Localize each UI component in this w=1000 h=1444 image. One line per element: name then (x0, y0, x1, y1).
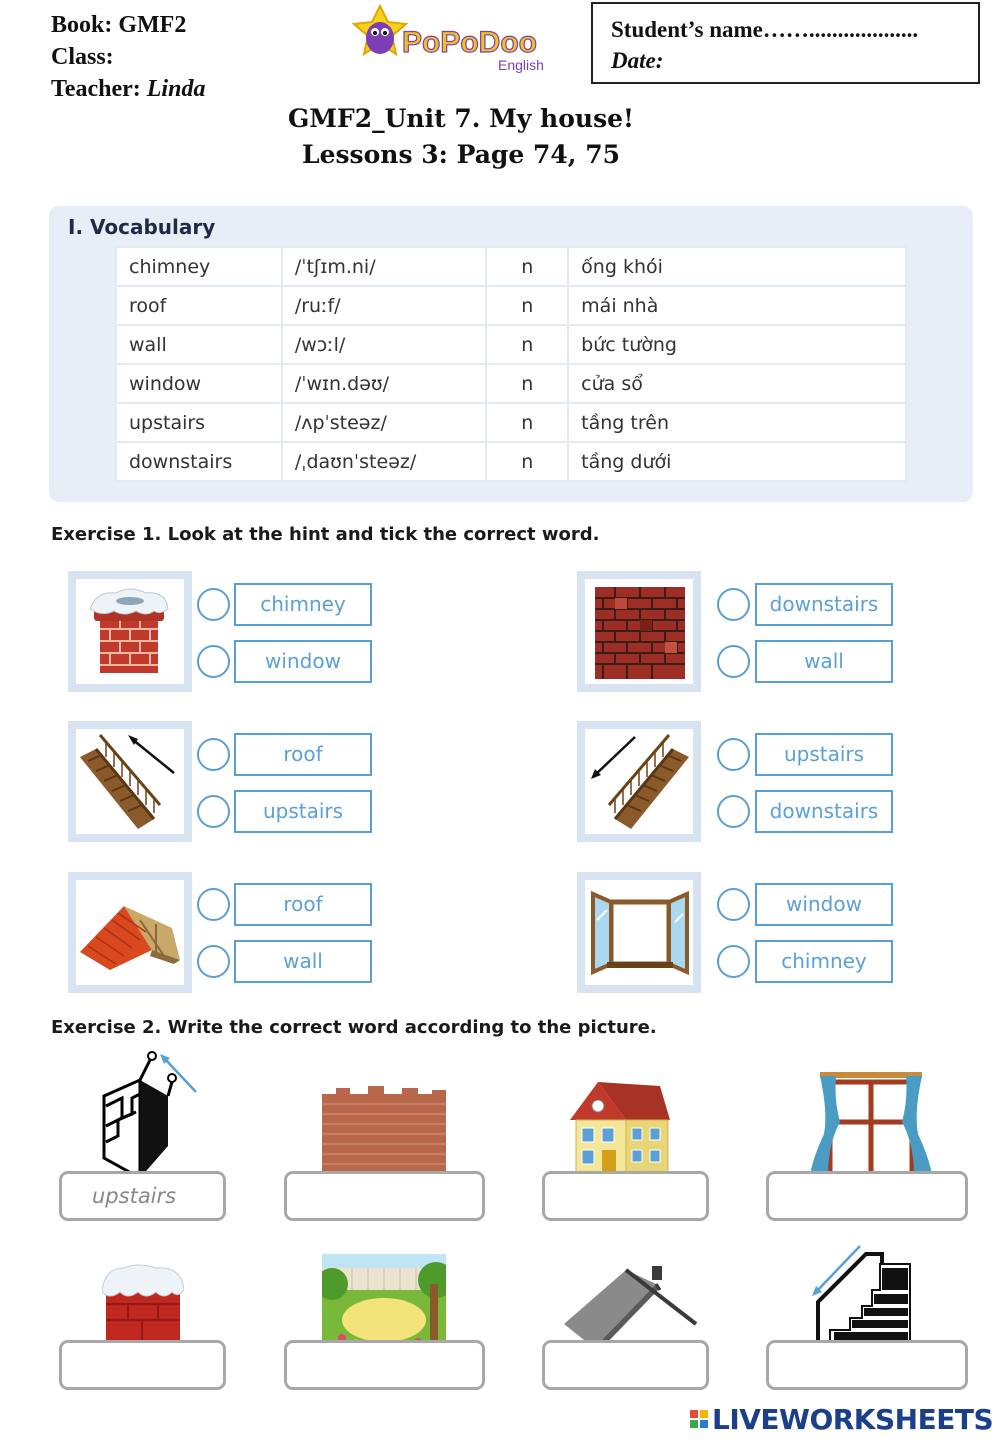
ex1-item4-radio-a[interactable] (717, 738, 750, 771)
ex1-item3-radio-b[interactable] (197, 795, 230, 828)
ex1-item2-frame (577, 571, 701, 692)
ex2-answer-box-2[interactable] (284, 1171, 485, 1221)
vocab-word: chimney (116, 247, 282, 286)
vocab-meaning: cửa sổ (568, 364, 906, 403)
ex2-answer-upstairs[interactable] (59, 1171, 226, 1221)
student-info-box (591, 2, 980, 84)
teacher-name: Linda (146, 76, 206, 102)
ex1-item5-radio-b[interactable] (197, 945, 230, 978)
page-subtitle: Lessons 3: Page 74, 75 (302, 140, 620, 169)
vocab-pos: n (486, 442, 568, 481)
book-label: Book: GMF2 (51, 12, 187, 38)
vocab-ipa: /ˌdaʊnˈsteəz/ (282, 442, 487, 481)
vocab-pos: n (486, 403, 568, 442)
ex1-item1-radio-a[interactable] (197, 588, 230, 621)
ex1-item2-radio-a[interactable] (717, 588, 750, 621)
ex1-item2-radio-b[interactable] (717, 645, 750, 678)
date-field[interactable]: Date: (611, 48, 664, 73)
ex1-item4-frame (577, 721, 701, 842)
vocab-ipa: /ˈtʃɪm.ni/ (282, 247, 487, 286)
vocab-ipa: /ruːf/ (282, 286, 487, 325)
vocab-word: downstairs (116, 442, 282, 481)
table-row (116, 364, 906, 403)
ex1-item3-frame (68, 721, 192, 842)
chimney-picture (76, 579, 184, 684)
stairs-up-picture (76, 729, 184, 834)
vocab-ipa: /ˈwɪn.dəʊ/ (282, 364, 487, 403)
ex1-item6-frame (577, 872, 701, 993)
page-title: GMF2_Unit 7. My house! (287, 104, 635, 133)
snowy-chimney-picture (102, 1262, 184, 1340)
liveworksheets-brand[interactable]: LIVEWORKSHEETS (712, 1403, 994, 1436)
ex1-item3-option-a[interactable]: roof (234, 733, 372, 776)
vocab-word: roof (116, 286, 282, 325)
class-label: Class: (51, 44, 114, 70)
ex1-item4-option-b[interactable]: downstairs (755, 790, 893, 833)
ex1-item5-frame (68, 872, 192, 993)
exercise2-heading: Exercise 2. Write the correct word according to the picture. (51, 1017, 657, 1038)
ex1-item6-option-a[interactable]: window (755, 883, 893, 926)
table-row (116, 325, 906, 364)
vocab-meaning: bức tường (568, 325, 906, 364)
vocab-word: upstairs (116, 403, 282, 442)
downstairs-icon (806, 1244, 916, 1344)
ex1-item4-option-a[interactable]: upstairs (755, 733, 893, 776)
vocab-meaning: tầng dưới (568, 442, 906, 481)
ex1-item1-option-a[interactable]: chimney (234, 583, 372, 626)
ex1-item2-option-b[interactable]: wall (755, 640, 893, 683)
ex1-item3-option-b[interactable]: upstairs (234, 790, 372, 833)
table-row (116, 442, 906, 481)
ex1-item6-radio-a[interactable] (717, 888, 750, 921)
vocab-meaning: ống khói (568, 247, 906, 286)
ex1-item3-radio-a[interactable] (197, 738, 230, 771)
ex1-item6-option-b[interactable]: chimney (755, 940, 893, 983)
vocab-ipa: /ʌpˈsteəz/ (282, 403, 487, 442)
vocabulary-table (115, 246, 907, 482)
vocab-pos: n (486, 247, 568, 286)
ex2-answer-box-7[interactable] (542, 1340, 709, 1390)
ex2-answer-box-8[interactable] (766, 1340, 968, 1390)
house-picture (570, 1080, 672, 1180)
ex1-item1-radio-b[interactable] (197, 645, 230, 678)
upstairs-icon (92, 1046, 202, 1180)
student-name-field[interactable]: Student’s name……................... (611, 17, 919, 42)
brick-wall-picture (585, 579, 693, 684)
table-row (116, 247, 906, 286)
ex2-answer-box-3[interactable] (542, 1171, 709, 1221)
teacher-label: Teacher: (51, 76, 141, 102)
ex2-answer-box-4[interactable] (766, 1171, 968, 1221)
table-row (116, 286, 906, 325)
ex2-answer-box-6[interactable] (284, 1340, 485, 1390)
teacher-line (51, 74, 205, 105)
roof-picture (76, 880, 184, 985)
ex1-item6-radio-b[interactable] (717, 945, 750, 978)
logo-text: PoPoDoo (402, 26, 537, 59)
vocab-word: window (116, 364, 282, 403)
liveworksheets-logo-icon (690, 1410, 708, 1428)
curtain-window-picture (806, 1072, 932, 1178)
ex2-example-answer: upstairs (92, 1184, 177, 1208)
stairs-down-picture (585, 729, 693, 834)
vocab-meaning: tầng trên (568, 403, 906, 442)
ex1-item1-frame (68, 571, 192, 692)
popodoo-logo (350, 4, 550, 74)
ex1-item5-option-b[interactable]: wall (234, 940, 372, 983)
vocab-word: wall (116, 325, 282, 364)
ex1-item5-option-a[interactable]: roof (234, 883, 372, 926)
vocab-pos: n (486, 364, 568, 403)
logo-sub: English (498, 57, 544, 73)
vocab-pos: n (486, 325, 568, 364)
table-row (116, 403, 906, 442)
brick-fence-picture (322, 1084, 446, 1180)
vocab-pos: n (486, 286, 568, 325)
ex2-answer-box-5[interactable] (59, 1340, 226, 1390)
garden-picture (322, 1254, 446, 1352)
ex1-item5-radio-a[interactable] (197, 888, 230, 921)
ex1-item4-radio-b[interactable] (717, 795, 750, 828)
vocabulary-heading: I. Vocabulary (68, 215, 216, 239)
exercise1-heading: Exercise 1. Look at the hint and tick the correct word. (51, 524, 600, 545)
ex1-item2-option-a[interactable]: downstairs (755, 583, 893, 626)
vocab-ipa: /wɔːl/ (282, 325, 487, 364)
open-window-picture (585, 880, 693, 985)
ex1-item1-option-b[interactable]: window (234, 640, 372, 683)
vocab-meaning: mái nhà (568, 286, 906, 325)
